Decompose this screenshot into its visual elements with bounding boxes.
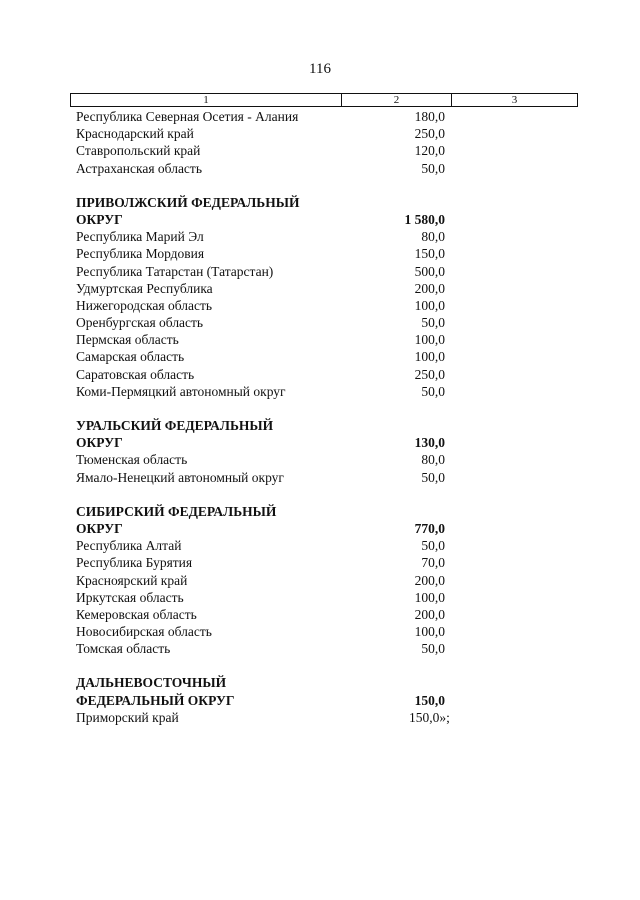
header-col-2: 2 bbox=[342, 94, 452, 106]
table-row bbox=[76, 314, 476, 331]
region-value bbox=[415, 245, 445, 262]
table-row bbox=[76, 606, 476, 623]
region-name: Нижегородская область bbox=[76, 297, 213, 313]
region-name: Самарская область bbox=[76, 349, 185, 365]
region-value-number: 250,0 bbox=[414, 126, 445, 142]
table-row bbox=[76, 160, 476, 177]
region-value bbox=[415, 331, 445, 348]
region-value bbox=[415, 263, 445, 280]
region-value bbox=[409, 709, 450, 726]
region-value bbox=[421, 314, 445, 331]
table-row bbox=[76, 348, 476, 365]
table-row bbox=[76, 554, 476, 571]
region-value bbox=[415, 589, 445, 606]
district-title-line-1: ПРИВОЛЖСКИЙ ФЕДЕРАЛЬНЫЙ bbox=[76, 194, 300, 210]
table-row bbox=[76, 709, 476, 726]
table-row bbox=[76, 297, 476, 314]
region-value bbox=[415, 297, 445, 314]
region-name: Республика Бурятия bbox=[76, 555, 193, 571]
region-name: Республика Марий Эл bbox=[76, 229, 204, 245]
region-value bbox=[415, 348, 445, 365]
district-title bbox=[76, 417, 476, 434]
region-value bbox=[421, 160, 445, 177]
table-row bbox=[76, 245, 476, 262]
table-row bbox=[76, 331, 476, 348]
district-total-row bbox=[76, 434, 476, 451]
region-value-number: 100,0 bbox=[414, 624, 445, 640]
region-value-number: 200,0 bbox=[414, 572, 445, 588]
table-row bbox=[76, 572, 476, 589]
region-value-number: 100,0 bbox=[414, 297, 445, 313]
table-row bbox=[76, 469, 476, 486]
group-spacer bbox=[76, 657, 476, 674]
region-value-number: 80,0 bbox=[421, 229, 445, 245]
region-value-number: 80,0 bbox=[421, 452, 445, 468]
header-col-3: 3 bbox=[511, 94, 518, 106]
region-name: Астраханская область bbox=[76, 160, 202, 176]
region-name: Коми-Пермяцкий автономный округ bbox=[76, 383, 286, 399]
table-row bbox=[76, 589, 476, 606]
region-name: Республика Татарстан (Татарстан) bbox=[76, 263, 274, 279]
region-value bbox=[415, 366, 445, 383]
region-name: Новосибирская область bbox=[76, 624, 212, 640]
region-name: Томская область bbox=[76, 641, 171, 657]
region-name: Пермская область bbox=[76, 332, 179, 348]
table-row bbox=[76, 280, 476, 297]
table-row bbox=[76, 537, 476, 554]
district-total: 770,0 bbox=[414, 520, 445, 536]
district-title-line-1: ДАЛЬНЕВОСТОЧНЫЙ bbox=[76, 675, 227, 691]
district-total: 1 580,0 bbox=[404, 211, 445, 227]
region-value bbox=[421, 640, 445, 657]
district-total: 150,0 bbox=[414, 692, 445, 708]
region-name: Республика Мордовия bbox=[76, 246, 205, 262]
district-title-line-2: ОКРУГ bbox=[76, 435, 123, 451]
region-value-number: 100,0 bbox=[414, 349, 445, 365]
group-spacer bbox=[76, 486, 476, 503]
district-title bbox=[76, 503, 476, 520]
district-title-line-1: УРАЛЬСКИЙ ФЕДЕРАЛЬНЫЙ bbox=[76, 418, 274, 433]
district-title-line-2: ОКРУГ bbox=[76, 211, 123, 227]
region-value-number: 150,0 bbox=[414, 246, 445, 262]
district-title bbox=[76, 674, 476, 691]
table-row bbox=[76, 142, 476, 159]
table-row bbox=[76, 623, 476, 640]
region-name: Ямало-Ненецкий автономный округ bbox=[76, 469, 284, 485]
region-value bbox=[421, 469, 445, 486]
region-value-number: 200,0 bbox=[414, 606, 445, 622]
table-row bbox=[76, 366, 476, 383]
region-value-number: 70,0 bbox=[421, 555, 445, 571]
region-name: Саратовская область bbox=[76, 366, 195, 382]
region-value-number: 50,0 bbox=[421, 469, 445, 485]
region-value bbox=[415, 572, 445, 589]
district-total: 130,0 bbox=[414, 435, 445, 451]
region-value bbox=[415, 108, 445, 125]
region-value-number: 100,0 bbox=[414, 589, 445, 605]
region-value-number: 50,0 bbox=[421, 383, 445, 399]
region-value bbox=[421, 554, 445, 571]
table-row bbox=[76, 108, 476, 125]
region-value bbox=[415, 606, 445, 623]
region-value bbox=[415, 623, 445, 640]
region-name: Тюменская область bbox=[76, 452, 188, 468]
region-value-number: 250,0 bbox=[414, 366, 445, 382]
district-total-row bbox=[76, 520, 476, 537]
group-spacer bbox=[76, 400, 476, 417]
table-row bbox=[76, 640, 476, 657]
table-header bbox=[70, 93, 578, 107]
table-row bbox=[76, 383, 476, 400]
region-value bbox=[415, 280, 445, 297]
region-name: Краснодарский край bbox=[76, 126, 194, 142]
region-name: Удмуртская Республика bbox=[76, 280, 213, 296]
region-name: Иркутская область bbox=[76, 589, 184, 605]
table-row bbox=[76, 125, 476, 142]
region-value-number: 200,0 bbox=[414, 280, 445, 296]
region-value-number: 50,0 bbox=[421, 641, 445, 657]
region-value-number: 500,0 bbox=[414, 263, 445, 279]
closing-quote-mark: »; bbox=[439, 709, 450, 725]
region-value-number: 50,0 bbox=[421, 538, 445, 554]
region-value bbox=[415, 142, 445, 159]
district-total-row bbox=[76, 211, 476, 228]
district-title-line-1: СИБИРСКИЙ ФЕДЕРАЛЬНЫЙ bbox=[76, 503, 277, 519]
region-name: Кемеровская область bbox=[76, 606, 197, 622]
region-name: Приморский край bbox=[76, 709, 179, 725]
district-title-line-2: ОКРУГ bbox=[76, 520, 123, 536]
region-name: Оренбургская область bbox=[76, 315, 204, 331]
region-value bbox=[421, 451, 445, 468]
region-value-number: 50,0 bbox=[421, 315, 445, 331]
group-spacer bbox=[76, 177, 476, 194]
table-row bbox=[76, 228, 476, 245]
region-value-number: 100,0 bbox=[414, 332, 445, 348]
region-value bbox=[421, 228, 445, 245]
region-name: Республика Северная Осетия - Алания bbox=[76, 109, 299, 124]
region-name: Ставропольский край bbox=[76, 143, 201, 159]
district-title-line-2: ФЕДЕРАЛЬНЫЙ ОКРУГ bbox=[76, 692, 235, 708]
region-name: Красноярский край bbox=[76, 572, 188, 588]
table-row bbox=[76, 263, 476, 280]
table-row bbox=[76, 451, 476, 468]
district-title bbox=[76, 194, 476, 211]
table-body bbox=[76, 108, 476, 726]
region-name: Республика Алтай bbox=[76, 538, 182, 554]
region-value-number: 180,0 bbox=[414, 109, 445, 124]
region-value bbox=[421, 383, 445, 400]
district-total-row bbox=[76, 692, 476, 709]
region-value-number: 50,0 bbox=[421, 160, 445, 176]
region-value bbox=[421, 537, 445, 554]
header-col-1: 1 bbox=[71, 94, 342, 106]
region-value bbox=[415, 125, 445, 142]
page-number: 116 bbox=[309, 61, 331, 77]
region-value-number: 150,0 bbox=[409, 709, 440, 725]
region-value-number: 120,0 bbox=[414, 143, 445, 159]
